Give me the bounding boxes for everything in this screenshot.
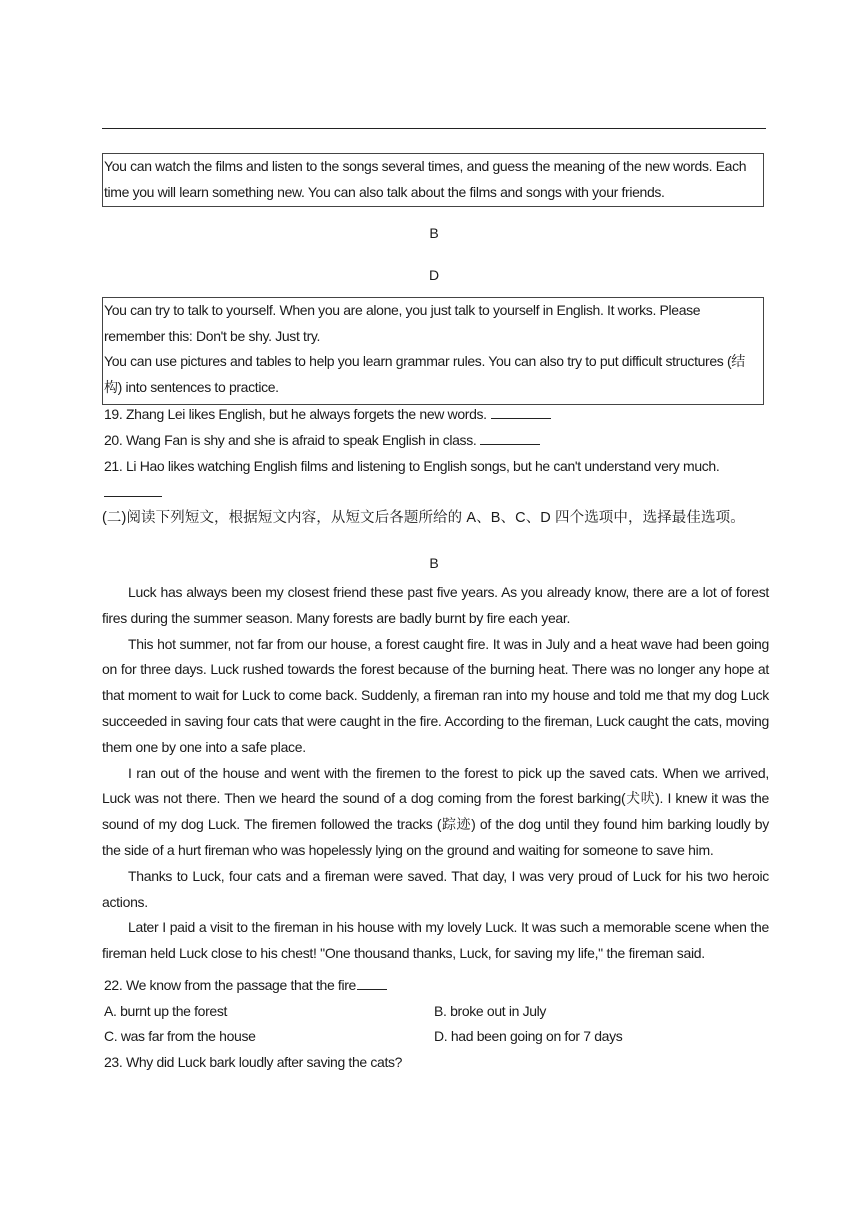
q22-option-b[interactable]: B. broke out in July (434, 1003, 547, 1019)
header-rule (102, 128, 766, 129)
question-23: 23. Why did Luck bark loudly after saving the cats? (104, 1054, 403, 1070)
option-box-b-text: You can watch the films and listen to the songs several times, and guess the meaning of the new words. Each time you will learn something new. You can also talk about the films and songs with your friends. (104, 158, 747, 200)
passage-label: B (429, 555, 439, 571)
q22-option-c[interactable]: C. was far from the house (104, 1028, 256, 1044)
q22-option-a[interactable]: A. burnt up the forest (104, 1003, 228, 1019)
matching-answer-b: B (429, 225, 439, 241)
passage-paragraph: Thanks to Luck, four cats and a fireman were saved. That day, I was very proud of Luck for his two heroic actions. (102, 867, 769, 910)
answer-blank-21[interactable] (104, 482, 162, 497)
passage-paragraph: Later I paid a visit to the fireman in his house with my lovely Luck. It was such a memorable scene when the fireman held Luck close to his chest! "One thousand thanks, Luck, for saving my life," the fireman said. (102, 919, 769, 962)
section-heading: (二)阅读下列短文，根据短文内容，从短文后各题所给的 A、B、C、D 四个选项中，选择最佳选项。 (102, 510, 745, 526)
passage-paragraph: I ran out of the house and went with the firemen to the forest to pick up the saved cats. When we arrived, Luck was not there. Then we heard the sound of a dog coming from the forest barking(犬吠). I knew it was the sound of my dog Luck. The firemen followed the tracks (踪迹) of the dog until they found him barking loudly by the side of a hurt fireman who was hopelessly lying on the ground and waiting for someone to save him. (102, 764, 769, 858)
passage-paragraph: Luck has always been my closest friend these past five years. As you already know, there are a lot of forest fires during the summer season. Many forests are badly burnt by fire each year. (102, 584, 769, 626)
answer-blank-19[interactable] (491, 404, 551, 419)
question-22 (104, 975, 387, 995)
question-19-text: 19. Zhang Lei likes English, but he always forgets the new words. (104, 406, 487, 422)
question-22-stem: 22. We know from the passage that the fire (104, 977, 356, 993)
option-box-d (102, 297, 764, 405)
answer-blank-20[interactable] (480, 430, 540, 445)
question-20-text: 20. Wang Fan is shy and she is afraid to speak English in class. (104, 432, 477, 448)
matching-answer-d: D (428, 267, 440, 283)
q22-option-d[interactable]: D. had been going on for 7 days (434, 1028, 623, 1044)
question-20 (104, 430, 540, 450)
question-19 (104, 404, 551, 424)
question-21-text: 21. Li Hao likes watching English films and listening to English songs, but he can't understand very much. (104, 458, 720, 474)
passage (102, 580, 769, 967)
option-box-d-para2: You can use pictures and tables to help you learn grammar rules. You can also try to put difficult structures (结构) into sentences to practice. (104, 353, 745, 395)
passage-paragraph: This hot summer, not far from our house, a forest caught fire. It was in July and a heat wave had been going on for three days. Luck rushed towards the forest because of the burning heat. There was no longer any hope at that moment to wait for Luck to come back. Suddenly, a fireman ran into my house and told me that my dog Luck succeeded in saving four cats that were caught in the fire. According to the fireman, Luck caught the cats, moving them one by one into a safe place. (102, 635, 769, 755)
question-21 (104, 456, 719, 476)
option-box-d-para1: You can try to talk to yourself. When you are alone, you just talk to yourself in English. It works. Please remember this: Don't be shy. Just try. (104, 302, 701, 344)
answer-blank-22[interactable] (357, 975, 387, 990)
option-box-b (102, 153, 764, 207)
